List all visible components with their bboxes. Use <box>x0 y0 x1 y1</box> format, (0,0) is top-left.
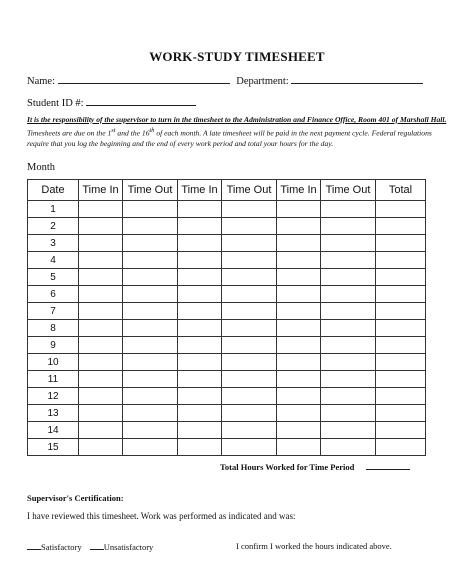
timesheet-table <box>27 179 426 456</box>
time-entry-cell[interactable] <box>123 218 178 235</box>
supervisor-notice <box>27 115 447 149</box>
time-entry-cell[interactable] <box>123 354 178 371</box>
table-row <box>28 371 426 388</box>
time-entry-cell[interactable] <box>277 201 321 218</box>
time-entry-cell[interactable] <box>222 201 277 218</box>
time-entry-cell[interactable] <box>178 371 222 388</box>
time-entry-cell[interactable] <box>79 371 123 388</box>
time-entry-cell[interactable] <box>277 354 321 371</box>
time-entry-cell[interactable] <box>376 439 426 456</box>
time-entry-cell[interactable] <box>123 286 178 303</box>
time-entry-cell[interactable] <box>123 252 178 269</box>
time-entry-cell[interactable] <box>79 354 123 371</box>
time-entry-cell[interactable] <box>222 252 277 269</box>
total-hours-label: Total Hours Worked for Time Period <box>220 462 355 472</box>
time-entry-cell[interactable] <box>123 337 178 354</box>
time-entry-cell[interactable] <box>222 286 277 303</box>
column-header: Time Out <box>123 180 178 201</box>
time-entry-cell[interactable] <box>321 337 376 354</box>
time-entry-cell[interactable] <box>376 354 426 371</box>
table-row <box>28 252 426 269</box>
table-row <box>28 405 426 422</box>
date-cell: 3 <box>28 235 79 252</box>
time-entry-cell[interactable] <box>79 235 123 252</box>
notice-text-a: Timesheets are due on the 1 <box>27 128 112 138</box>
time-entry-cell[interactable] <box>376 252 426 269</box>
time-entry-cell[interactable] <box>376 235 426 252</box>
time-entry-cell[interactable] <box>79 388 123 405</box>
time-entry-cell[interactable] <box>178 235 222 252</box>
time-entry-cell[interactable] <box>376 269 426 286</box>
time-entry-cell[interactable] <box>178 218 222 235</box>
time-entry-cell[interactable] <box>178 439 222 456</box>
column-header: Time Out <box>321 180 376 201</box>
table-row <box>28 439 426 456</box>
time-entry-cell[interactable] <box>277 439 321 456</box>
time-entry-cell[interactable] <box>321 286 376 303</box>
table-row <box>28 286 426 303</box>
date-cell: 10 <box>28 354 79 371</box>
time-entry-cell[interactable] <box>376 371 426 388</box>
time-entry-cell[interactable] <box>222 388 277 405</box>
time-entry-cell[interactable] <box>321 235 376 252</box>
notice-lead: It is the responsibility of the supervisor to turn in the timesheet to the Administration and Finance Office, Room 401 of Marshall Hall. <box>27 115 447 124</box>
month-label: Month <box>27 162 56 173</box>
time-entry-cell[interactable] <box>376 286 426 303</box>
date-cell: 12 <box>28 388 79 405</box>
department-field[interactable] <box>291 74 423 84</box>
notice-text-b: and the 16 <box>115 128 150 138</box>
confirm-text: I confirm I worked the hours indicated above. <box>236 541 392 551</box>
date-cell: 13 <box>28 405 79 422</box>
student-id-label: Student ID #: <box>27 98 84 109</box>
time-entry-cell[interactable] <box>222 320 277 337</box>
time-entry-cell[interactable] <box>321 439 376 456</box>
time-entry-cell[interactable] <box>123 405 178 422</box>
time-entry-cell[interactable] <box>321 269 376 286</box>
time-entry-cell[interactable] <box>178 201 222 218</box>
time-entry-cell[interactable] <box>222 337 277 354</box>
time-entry-cell[interactable] <box>123 201 178 218</box>
time-entry-cell[interactable] <box>178 286 222 303</box>
time-entry-cell[interactable] <box>277 252 321 269</box>
time-entry-cell[interactable] <box>277 422 321 439</box>
table-row <box>28 303 426 320</box>
time-entry-cell[interactable] <box>376 303 426 320</box>
total-hours-row <box>220 461 410 472</box>
time-entry-cell[interactable] <box>321 303 376 320</box>
notice-text-c: of each month. A late timesheet will be paid in the next payment cycle. Federal regulations require that you log the beginning and the end of every work period and total your hours for the day. <box>27 128 432 148</box>
table-row <box>28 422 426 439</box>
table-row <box>28 354 426 371</box>
column-header: Time Out <box>222 180 277 201</box>
time-entry-cell[interactable] <box>123 422 178 439</box>
time-entry-cell[interactable] <box>222 439 277 456</box>
time-entry-cell[interactable] <box>79 422 123 439</box>
table-row <box>28 218 426 235</box>
table-row <box>28 320 426 337</box>
date-cell: 11 <box>28 371 79 388</box>
table-row <box>28 388 426 405</box>
time-entry-cell[interactable] <box>123 235 178 252</box>
time-entry-cell[interactable] <box>222 422 277 439</box>
certification-label: Supervisor's Certification: <box>27 493 124 503</box>
time-entry-cell[interactable] <box>178 303 222 320</box>
time-entry-cell[interactable] <box>178 320 222 337</box>
time-entry-cell[interactable] <box>79 337 123 354</box>
time-entry-cell[interactable] <box>79 320 123 337</box>
time-entry-cell[interactable] <box>79 201 123 218</box>
time-entry-cell[interactable] <box>277 388 321 405</box>
time-entry-cell[interactable] <box>79 269 123 286</box>
column-header: Time In <box>178 180 222 201</box>
date-cell: 2 <box>28 218 79 235</box>
time-entry-cell[interactable] <box>376 405 426 422</box>
notice-sup-a: st <box>111 126 116 134</box>
total-hours-field[interactable] <box>366 461 410 470</box>
time-entry-cell[interactable] <box>123 320 178 337</box>
table-row <box>28 235 426 252</box>
time-entry-cell[interactable] <box>123 371 178 388</box>
time-entry-cell[interactable] <box>321 371 376 388</box>
time-entry-cell[interactable] <box>178 422 222 439</box>
time-entry-cell[interactable] <box>321 405 376 422</box>
time-entry-cell[interactable] <box>123 388 178 405</box>
satisfactory-checkbox[interactable] <box>27 541 41 550</box>
time-entry-cell[interactable] <box>376 201 426 218</box>
time-entry-cell[interactable] <box>277 337 321 354</box>
name-field[interactable] <box>58 74 230 84</box>
time-entry-cell[interactable] <box>222 303 277 320</box>
time-entry-cell[interactable] <box>277 218 321 235</box>
time-entry-cell[interactable] <box>321 201 376 218</box>
time-entry-cell[interactable] <box>321 320 376 337</box>
date-cell: 4 <box>28 252 79 269</box>
student-id-field[interactable] <box>86 96 196 106</box>
time-entry-cell[interactable] <box>79 252 123 269</box>
time-entry-cell[interactable] <box>79 286 123 303</box>
time-entry-cell[interactable] <box>123 269 178 286</box>
time-entry-cell[interactable] <box>376 218 426 235</box>
date-cell: 1 <box>28 201 79 218</box>
date-cell: 15 <box>28 439 79 456</box>
time-entry-cell[interactable] <box>178 354 222 371</box>
review-text: I have reviewed this timesheet. Work was performed as indicated and was: <box>27 511 296 521</box>
column-header: Total <box>376 180 426 201</box>
column-header: Time In <box>79 180 123 201</box>
time-entry-cell[interactable] <box>222 354 277 371</box>
unsatisfactory-checkbox[interactable] <box>90 541 104 550</box>
date-cell: 6 <box>28 286 79 303</box>
table-body <box>28 201 426 456</box>
time-entry-cell[interactable] <box>222 218 277 235</box>
time-entry-cell[interactable] <box>178 337 222 354</box>
date-cell: 7 <box>28 303 79 320</box>
table-row <box>28 201 426 218</box>
time-entry-cell[interactable] <box>79 303 123 320</box>
date-cell: 9 <box>28 337 79 354</box>
column-header: Time In <box>277 180 321 201</box>
time-entry-cell[interactable] <box>79 405 123 422</box>
date-cell: 14 <box>28 422 79 439</box>
time-entry-cell[interactable] <box>277 405 321 422</box>
date-cell: 5 <box>28 269 79 286</box>
table-header-row <box>28 180 426 201</box>
rating-row <box>27 541 153 552</box>
table-row <box>28 337 426 354</box>
time-entry-cell[interactable] <box>321 354 376 371</box>
time-entry-cell[interactable] <box>376 422 426 439</box>
time-entry-cell[interactable] <box>277 320 321 337</box>
column-header: Date <box>28 180 79 201</box>
form-title: WORK-STUDY TIMESHEET <box>149 49 325 64</box>
date-cell: 8 <box>28 320 79 337</box>
time-entry-cell[interactable] <box>277 286 321 303</box>
time-entry-cell[interactable] <box>277 371 321 388</box>
time-entry-cell[interactable] <box>376 388 426 405</box>
time-entry-cell[interactable] <box>376 337 426 354</box>
department-label: Department: <box>236 76 289 87</box>
time-entry-cell[interactable] <box>123 439 178 456</box>
satisfactory-label: Satisfactory <box>41 542 82 552</box>
time-entry-cell[interactable] <box>123 303 178 320</box>
time-entry-cell[interactable] <box>321 218 376 235</box>
time-entry-cell[interactable] <box>376 320 426 337</box>
time-entry-cell[interactable] <box>222 405 277 422</box>
time-entry-cell[interactable] <box>178 405 222 422</box>
time-entry-cell[interactable] <box>321 252 376 269</box>
time-entry-cell[interactable] <box>222 235 277 252</box>
table-row <box>28 269 426 286</box>
time-entry-cell[interactable] <box>277 235 321 252</box>
time-entry-cell[interactable] <box>178 269 222 286</box>
time-entry-cell[interactable] <box>277 303 321 320</box>
time-entry-cell[interactable] <box>178 388 222 405</box>
time-entry-cell[interactable] <box>79 439 123 456</box>
unsatisfactory-label: Unsatisfactory <box>103 542 154 552</box>
student-id-row <box>27 96 196 109</box>
name-label: Name: <box>27 76 55 87</box>
time-entry-cell[interactable] <box>178 252 222 269</box>
notice-sup-b: th <box>149 126 155 134</box>
time-entry-cell[interactable] <box>321 422 376 439</box>
time-entry-cell[interactable] <box>321 388 376 405</box>
time-entry-cell[interactable] <box>79 218 123 235</box>
time-entry-cell[interactable] <box>277 269 321 286</box>
name-row <box>27 74 423 87</box>
time-entry-cell[interactable] <box>222 269 277 286</box>
time-entry-cell[interactable] <box>222 371 277 388</box>
